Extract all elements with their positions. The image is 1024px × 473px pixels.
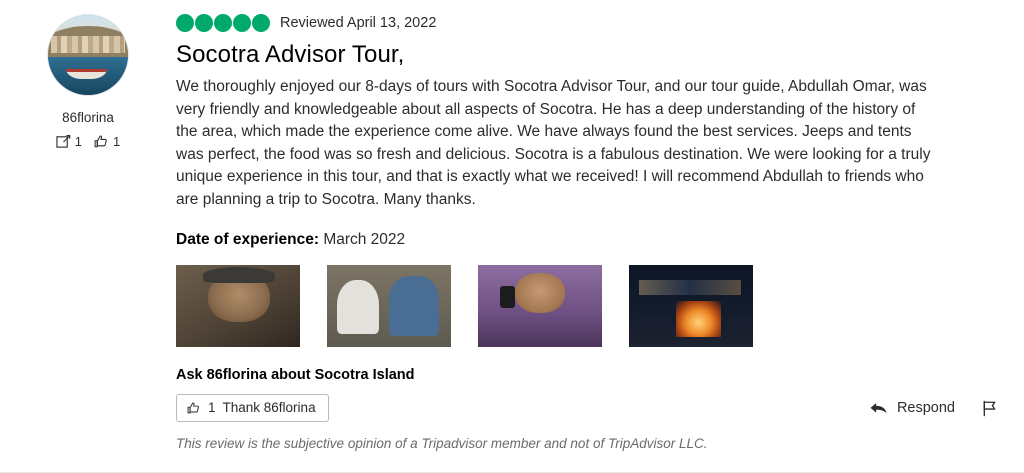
review-disclaimer: This review is the subjective opinion of a Tripadvisor member and not of TripAdvisor LLC. <box>176 436 708 451</box>
avatar[interactable] <box>47 14 129 96</box>
review-photo-elderly-man[interactable] <box>176 265 300 347</box>
date-of-experience <box>176 231 1000 249</box>
reply-arrow-icon <box>869 401 888 416</box>
review-author-column <box>0 8 176 473</box>
review-body: We thoroughly enjoyed our 8-days of tours with Socotra Advisor Tour, and our tour guide, Abdullah Omar, was very friendly and knowledgeable about all aspects of Socotra. He has a deep understanding of the history of the area, which made the experience come alive. We have always found the best services. Jeeps and tents was perfect, the food was so fresh and delicious. Socotra is a fabulous destination. We were looking for a truly unique experience in this tour, and that is exactly what we received! I will recommend Abdullah to friends who are planning a trip to Socotra. Many thanks. <box>176 78 931 208</box>
helpful-stat <box>94 134 120 149</box>
author-stats <box>56 134 120 149</box>
author-username[interactable]: 86florina <box>62 110 114 125</box>
thumbs-up-icon <box>94 134 109 149</box>
respond-label: Respond <box>896 400 955 416</box>
rating-row <box>176 14 1000 32</box>
reviews-stat <box>56 134 82 149</box>
review-photo-man-phone[interactable] <box>478 265 602 347</box>
thank-count: 1 <box>208 400 216 416</box>
rating-bubble <box>176 14 194 32</box>
review-photo-strip <box>176 265 1000 347</box>
owner-actions <box>869 400 1000 417</box>
review-photo-night-market[interactable] <box>629 265 753 347</box>
review-date: Reviewed April 13, 2022 <box>280 15 437 31</box>
date-of-experience-label: Date of experience: <box>176 231 319 248</box>
helpful-count: 1 <box>113 134 121 149</box>
review-pencil-icon <box>56 134 71 149</box>
ask-author-link[interactable]: Ask 86florina about Socotra Island <box>176 367 415 383</box>
thank-button[interactable] <box>176 394 329 422</box>
review-photo-seated-people[interactable] <box>327 265 451 347</box>
rating-bubbles <box>176 14 270 32</box>
rating-bubble <box>252 14 270 32</box>
thank-label: Thank 86florina <box>222 400 316 416</box>
avatar-houses <box>51 36 125 54</box>
rating-bubble <box>214 14 232 32</box>
review-content-column <box>176 8 1024 473</box>
review-title[interactable]: Socotra Advisor Tour, <box>176 41 405 68</box>
review-actions-row <box>176 394 1000 422</box>
rating-bubble <box>233 14 251 32</box>
date-of-experience-value: March 2022 <box>323 231 406 248</box>
respond-button[interactable] <box>869 400 955 416</box>
rating-bubble <box>195 14 213 32</box>
flag-icon[interactable] <box>981 400 998 417</box>
thumbs-up-icon <box>187 401 201 415</box>
reviews-count: 1 <box>74 134 82 149</box>
